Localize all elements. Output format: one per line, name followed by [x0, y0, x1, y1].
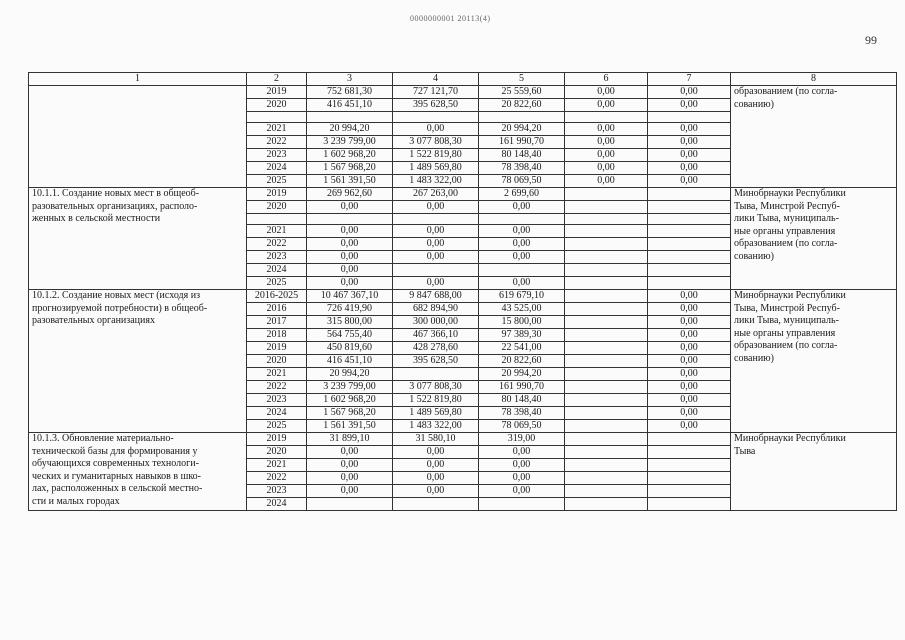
amount-cell: 0,00 — [648, 99, 731, 112]
amount-cell: 78 069,50 — [479, 420, 565, 433]
amount-cell: 1 483 322,00 — [393, 175, 479, 188]
year-cell: 2019 — [247, 188, 307, 201]
amount-cell: 20 994,20 — [307, 368, 393, 381]
amount-cell: 3 077 808,30 — [393, 136, 479, 149]
amount-cell: 0,00 — [648, 136, 731, 149]
amount-cell: 315 800,00 — [307, 316, 393, 329]
empty-cell — [565, 214, 648, 225]
amount-cell: 3 239 799,00 — [307, 136, 393, 149]
year-cell: 2024 — [247, 162, 307, 175]
page-number: 99 — [865, 33, 877, 47]
amount-cell — [479, 498, 565, 511]
amount-cell — [393, 264, 479, 277]
amount-cell — [565, 381, 648, 394]
amount-cell — [565, 238, 648, 251]
amount-cell: 78 398,40 — [479, 407, 565, 420]
column-header: 7 — [648, 73, 731, 86]
column-header: 8 — [731, 73, 897, 86]
empty-cell — [648, 214, 731, 225]
empty-cell — [247, 112, 307, 123]
amount-cell — [565, 459, 648, 472]
column-header: 4 — [393, 73, 479, 86]
amount-cell: 267 263,00 — [393, 188, 479, 201]
empty-cell — [479, 214, 565, 225]
amount-cell: 0,00 — [393, 201, 479, 214]
amount-cell: 0,00 — [648, 303, 731, 316]
amount-cell — [565, 316, 648, 329]
year-cell: 2023 — [247, 251, 307, 264]
amount-cell — [565, 433, 648, 446]
amount-cell: 0,00 — [648, 342, 731, 355]
amount-cell — [479, 264, 565, 277]
amount-cell: 0,00 — [479, 238, 565, 251]
amount-cell: 564 755,40 — [307, 329, 393, 342]
amount-cell: 31 899,10 — [307, 433, 393, 446]
amount-cell — [565, 251, 648, 264]
amount-cell: 15 800,00 — [479, 316, 565, 329]
year-cell: 2020 — [247, 446, 307, 459]
year-cell: 2017 — [247, 316, 307, 329]
amount-cell: 1 483 322,00 — [393, 420, 479, 433]
amount-cell: 0,00 — [393, 277, 479, 290]
amount-cell: 1 489 569,80 — [393, 162, 479, 175]
year-cell: 2020 — [247, 355, 307, 368]
funding-table — [28, 72, 897, 511]
amount-cell: 619 679,10 — [479, 290, 565, 303]
year-cell: 2022 — [247, 381, 307, 394]
column-header: 2 — [247, 73, 307, 86]
amount-cell: 0,00 — [307, 201, 393, 214]
table-row — [29, 86, 897, 99]
year-cell: 2020 — [247, 201, 307, 214]
amount-cell — [565, 342, 648, 355]
amount-cell: 0,00 — [648, 86, 731, 99]
amount-cell — [565, 188, 648, 201]
amount-cell: 20 994,20 — [479, 123, 565, 136]
amount-cell — [565, 407, 648, 420]
amount-cell — [393, 498, 479, 511]
amount-cell: 80 148,40 — [479, 394, 565, 407]
amount-cell: 1 567 968,20 — [307, 407, 393, 420]
year-cell: 2019 — [247, 433, 307, 446]
amount-cell — [565, 264, 648, 277]
amount-cell: 0,00 — [565, 123, 648, 136]
table-row — [29, 188, 897, 201]
item-name-cell: 10.1.3. Обновление материально- технической базы для формирования у обучающихся современных технологи- ческих и гуманитарных навыков в шко- лах, расположенных в сельской местно- сти и малых городах — [29, 433, 247, 511]
amount-cell — [648, 472, 731, 485]
column-header: 5 — [479, 73, 565, 86]
year-cell: 2024 — [247, 498, 307, 511]
amount-cell: 0,00 — [648, 162, 731, 175]
amount-cell: 0,00 — [648, 394, 731, 407]
amount-cell: 0,00 — [479, 485, 565, 498]
amount-cell: 269 962,60 — [307, 188, 393, 201]
amount-cell — [648, 188, 731, 201]
amount-cell: 20 822,60 — [479, 99, 565, 112]
year-cell: 2021 — [247, 225, 307, 238]
year-cell: 2022 — [247, 472, 307, 485]
year-cell: 2025 — [247, 175, 307, 188]
amount-cell: 1 561 391,50 — [307, 175, 393, 188]
amount-cell: 1 567 968,20 — [307, 162, 393, 175]
amount-cell — [648, 201, 731, 214]
amount-cell: 0,00 — [565, 162, 648, 175]
amount-cell — [648, 264, 731, 277]
amount-cell — [648, 251, 731, 264]
amount-cell — [565, 485, 648, 498]
amount-cell: 0,00 — [393, 238, 479, 251]
amount-cell: 1 561 391,50 — [307, 420, 393, 433]
amount-cell: 1 522 819,80 — [393, 149, 479, 162]
amount-cell: 416 451,10 — [307, 99, 393, 112]
empty-cell — [247, 214, 307, 225]
executor-cell: Минобрнауки Республики Тыва — [731, 433, 897, 511]
year-cell: 2016-2025 — [247, 290, 307, 303]
amount-cell: 0,00 — [393, 225, 479, 238]
amount-cell: 0,00 — [479, 459, 565, 472]
amount-cell: 0,00 — [565, 86, 648, 99]
amount-cell: 0,00 — [648, 381, 731, 394]
amount-cell — [648, 238, 731, 251]
amount-cell: 0,00 — [393, 485, 479, 498]
amount-cell: 78 398,40 — [479, 162, 565, 175]
amount-cell — [648, 225, 731, 238]
table-row — [29, 290, 897, 303]
amount-cell: 467 366,10 — [393, 329, 479, 342]
amount-cell: 31 580,10 — [393, 433, 479, 446]
amount-cell: 319,00 — [479, 433, 565, 446]
year-cell: 2023 — [247, 149, 307, 162]
empty-cell — [565, 112, 648, 123]
empty-cell — [307, 112, 393, 123]
amount-cell: 0,00 — [307, 251, 393, 264]
amount-cell: 2 699,60 — [479, 188, 565, 201]
amount-cell: 0,00 — [393, 446, 479, 459]
amount-cell: 300 000,00 — [393, 316, 479, 329]
amount-cell: 682 894,90 — [393, 303, 479, 316]
amount-cell: 1 602 968,20 — [307, 394, 393, 407]
year-cell: 2021 — [247, 459, 307, 472]
year-cell: 2018 — [247, 329, 307, 342]
amount-cell: 43 525,00 — [479, 303, 565, 316]
year-cell: 2020 — [247, 99, 307, 112]
amount-cell: 0,00 — [648, 329, 731, 342]
executor-cell: образованием (по согла- сованию) — [731, 86, 897, 188]
item-name-cell: 10.1.1. Создание новых мест в общеоб- разовательных организациях, располо- женных в сельской местности — [29, 188, 247, 290]
amount-cell: 428 278,60 — [393, 342, 479, 355]
amount-cell: 0,00 — [479, 251, 565, 264]
amount-cell: 1 489 569,80 — [393, 407, 479, 420]
amount-cell: 0,00 — [648, 407, 731, 420]
amount-cell: 0,00 — [648, 368, 731, 381]
amount-cell: 752 681,30 — [307, 86, 393, 99]
year-cell: 2024 — [247, 407, 307, 420]
amount-cell: 0,00 — [565, 149, 648, 162]
amount-cell: 0,00 — [479, 472, 565, 485]
amount-cell — [565, 420, 648, 433]
year-cell: 2022 — [247, 238, 307, 251]
amount-cell: 80 148,40 — [479, 149, 565, 162]
empty-cell — [479, 112, 565, 123]
column-header: 3 — [307, 73, 393, 86]
amount-cell — [565, 290, 648, 303]
amount-cell — [565, 368, 648, 381]
amount-cell — [565, 498, 648, 511]
amount-cell: 727 121,70 — [393, 86, 479, 99]
amount-cell: 0,00 — [565, 99, 648, 112]
amount-cell: 0,00 — [479, 225, 565, 238]
amount-cell: 10 467 367,10 — [307, 290, 393, 303]
year-cell: 2025 — [247, 277, 307, 290]
table-row — [29, 433, 897, 446]
amount-cell: 0,00 — [648, 149, 731, 162]
empty-cell — [307, 214, 393, 225]
column-header: 6 — [565, 73, 648, 86]
amount-cell: 3 239 799,00 — [307, 381, 393, 394]
amount-cell — [565, 329, 648, 342]
amount-cell: 161 990,70 — [479, 381, 565, 394]
amount-cell: 0,00 — [479, 277, 565, 290]
amount-cell: 1 522 819,80 — [393, 394, 479, 407]
empty-cell — [648, 112, 731, 123]
amount-cell: 0,00 — [307, 238, 393, 251]
amount-cell — [648, 277, 731, 290]
amount-cell: 22 541,00 — [479, 342, 565, 355]
amount-cell: 25 559,60 — [479, 86, 565, 99]
amount-cell: 0,00 — [648, 420, 731, 433]
amount-cell: 416 451,10 — [307, 355, 393, 368]
amount-cell: 0,00 — [307, 485, 393, 498]
amount-cell: 0,00 — [648, 175, 731, 188]
amount-cell: 0,00 — [393, 123, 479, 136]
amount-cell: 0,00 — [479, 446, 565, 459]
amount-cell: 20 822,60 — [479, 355, 565, 368]
amount-cell: 0,00 — [307, 264, 393, 277]
amount-cell — [307, 498, 393, 511]
amount-cell: 0,00 — [479, 201, 565, 214]
amount-cell — [648, 485, 731, 498]
year-cell: 2022 — [247, 136, 307, 149]
amount-cell: 20 994,20 — [479, 368, 565, 381]
amount-cell: 0,00 — [307, 225, 393, 238]
amount-cell: 0,00 — [648, 290, 731, 303]
amount-cell — [565, 201, 648, 214]
amount-cell — [648, 433, 731, 446]
amount-cell: 0,00 — [393, 459, 479, 472]
year-cell: 2019 — [247, 86, 307, 99]
amount-cell: 395 628,50 — [393, 99, 479, 112]
amount-cell: 0,00 — [565, 175, 648, 188]
amount-cell — [565, 303, 648, 316]
amount-cell — [565, 446, 648, 459]
item-name-cell — [29, 86, 247, 188]
amount-cell: 0,00 — [393, 251, 479, 264]
year-cell: 2023 — [247, 485, 307, 498]
amount-cell — [393, 368, 479, 381]
amount-cell: 0,00 — [307, 277, 393, 290]
amount-cell: 0,00 — [648, 316, 731, 329]
amount-cell: 0,00 — [307, 472, 393, 485]
amount-cell — [648, 459, 731, 472]
year-cell: 2024 — [247, 264, 307, 277]
amount-cell: 9 847 688,00 — [393, 290, 479, 303]
amount-cell: 0,00 — [307, 459, 393, 472]
empty-cell — [393, 112, 479, 123]
amount-cell: 0,00 — [648, 355, 731, 368]
amount-cell — [648, 498, 731, 511]
amount-cell: 3 077 808,30 — [393, 381, 479, 394]
year-cell: 2016 — [247, 303, 307, 316]
item-name-cell: 10.1.2. Создание новых мест (исходя из прогнозируемой потребности) в общеоб- разовательных организациях — [29, 290, 247, 433]
year-cell: 2023 — [247, 394, 307, 407]
column-header: 1 — [29, 73, 247, 86]
amount-cell: 0,00 — [393, 472, 479, 485]
amount-cell — [565, 394, 648, 407]
amount-cell: 450 819,60 — [307, 342, 393, 355]
amount-cell: 0,00 — [307, 446, 393, 459]
amount-cell: 0,00 — [565, 136, 648, 149]
empty-cell — [393, 214, 479, 225]
amount-cell: 726 419,90 — [307, 303, 393, 316]
year-cell: 2021 — [247, 123, 307, 136]
year-cell: 2019 — [247, 342, 307, 355]
executor-cell: Минобрнауки Республики Тыва, Минстрой Респуб- лики Тыва, муниципаль- ные органы управления образованием (по согла- сованию) — [731, 290, 897, 433]
amount-cell — [565, 225, 648, 238]
amount-cell — [565, 472, 648, 485]
amount-cell: 161 990,70 — [479, 136, 565, 149]
year-cell: 2021 — [247, 368, 307, 381]
header-row — [29, 73, 897, 86]
year-cell: 2025 — [247, 420, 307, 433]
executor-cell: Минобрнауки Республики Тыва, Минстрой Респуб- лики Тыва, муниципаль- ные органы управления образованием (по согла- сованию) — [731, 188, 897, 290]
amount-cell: 395 628,50 — [393, 355, 479, 368]
amount-cell — [565, 277, 648, 290]
amount-cell — [565, 355, 648, 368]
amount-cell — [648, 446, 731, 459]
amount-cell: 0,00 — [648, 123, 731, 136]
document-id: 0000000001 20113(4) — [410, 14, 491, 23]
amount-cell: 97 389,30 — [479, 329, 565, 342]
amount-cell: 78 069,50 — [479, 175, 565, 188]
amount-cell: 1 602 968,20 — [307, 149, 393, 162]
amount-cell: 20 994,20 — [307, 123, 393, 136]
